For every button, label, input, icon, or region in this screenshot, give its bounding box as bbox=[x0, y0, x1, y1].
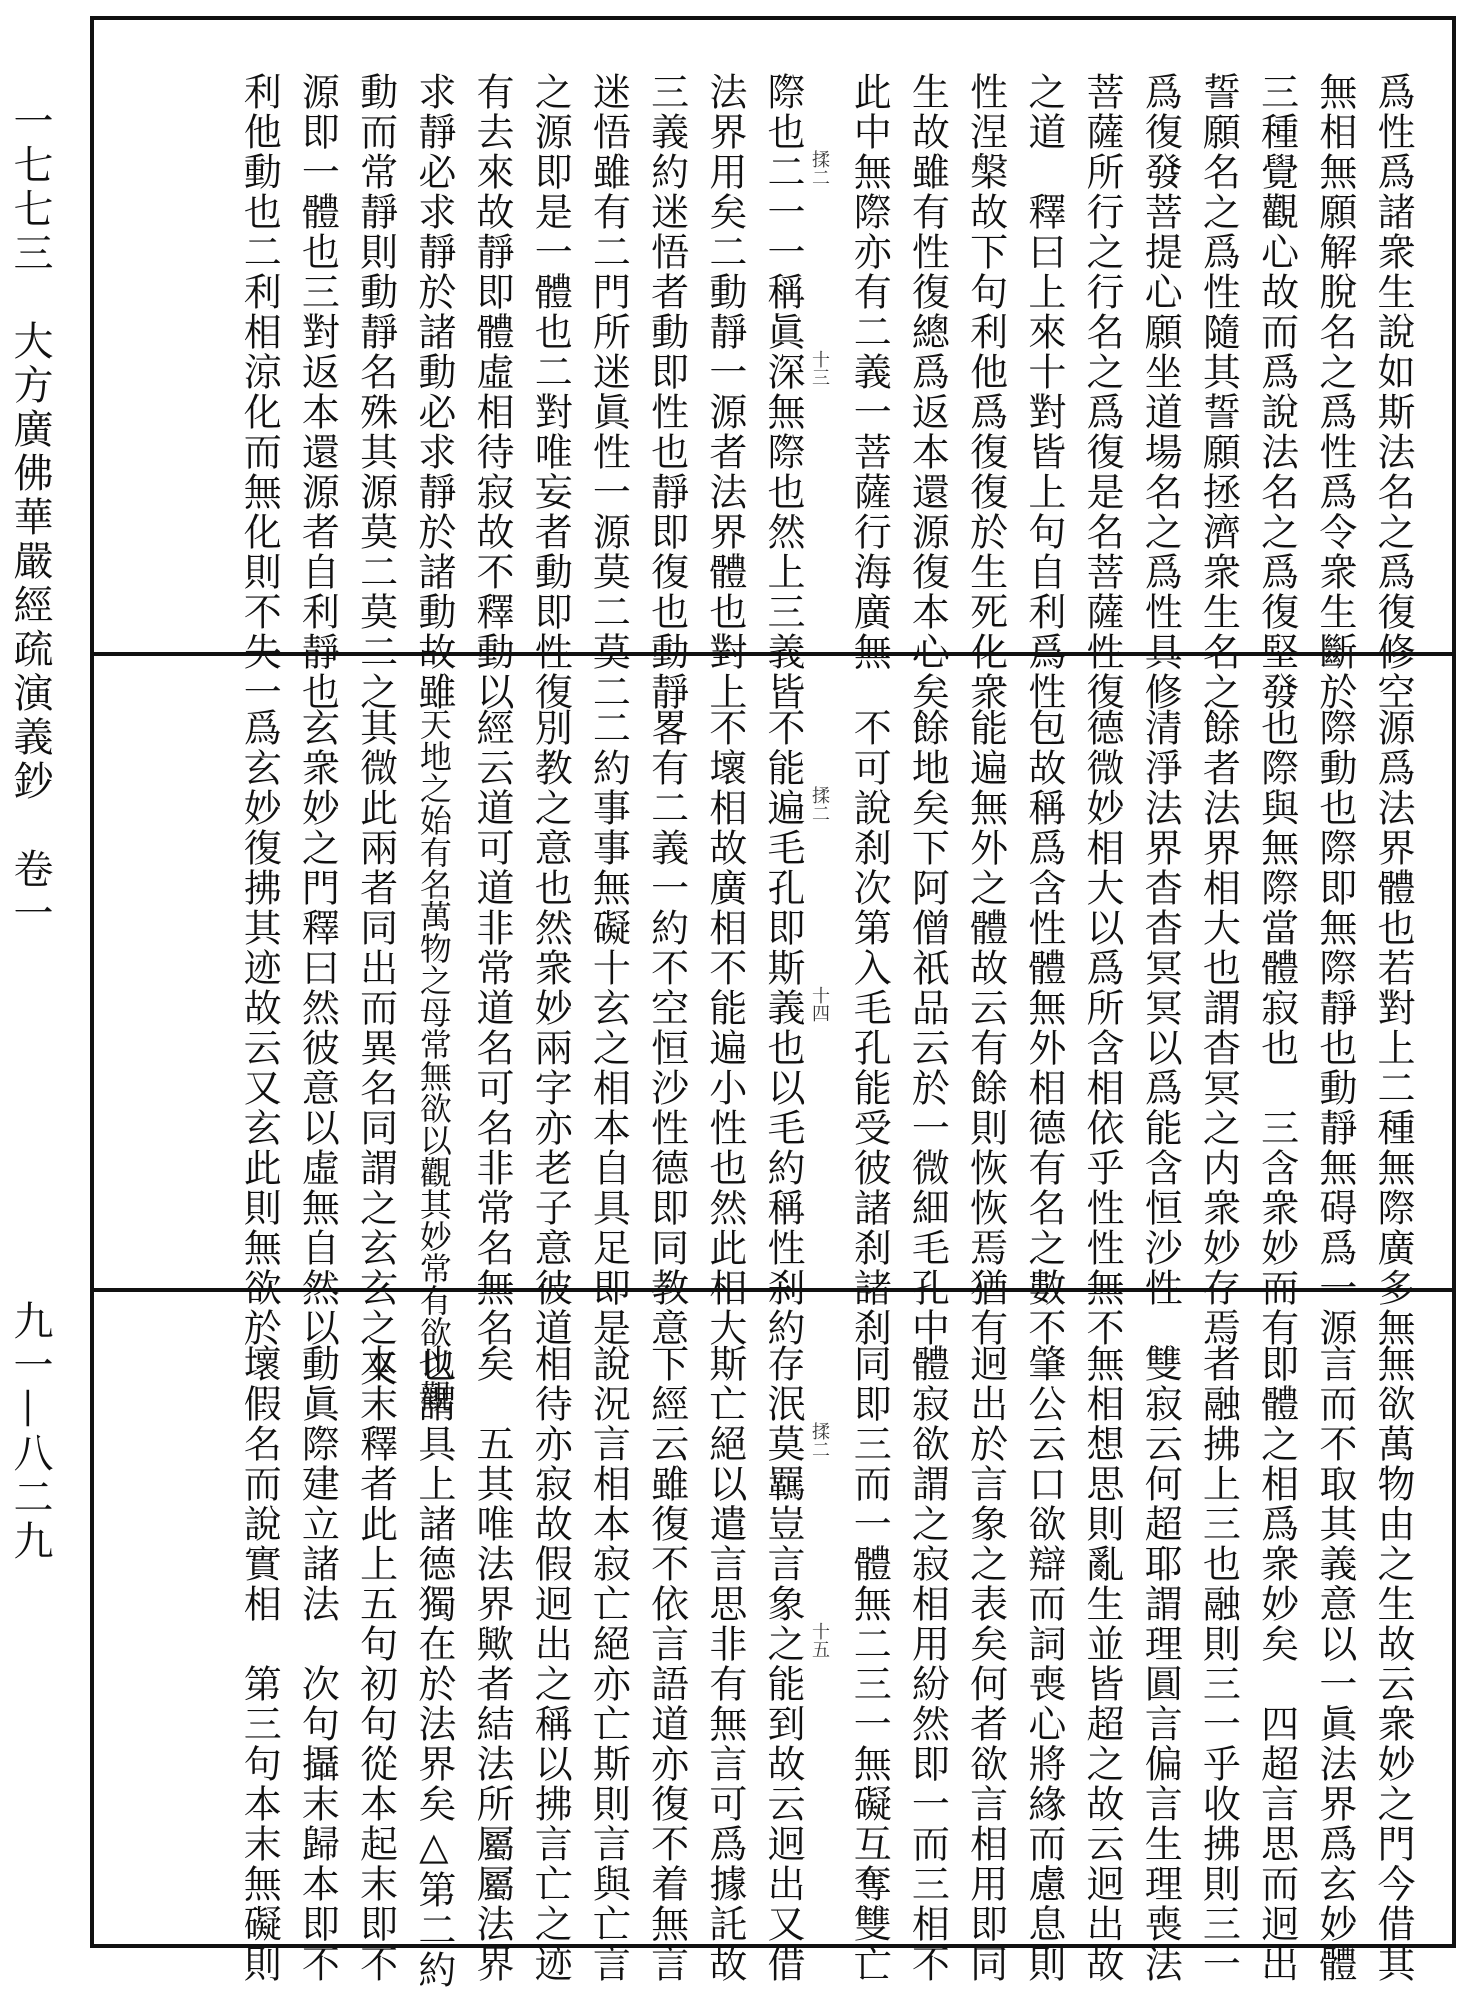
text-column: 同即三而一體無二三一無礙互奪雙亡 bbox=[847, 1344, 892, 1984]
text-column: 爲玄妙復拂其迹故云又玄此則無欲於 bbox=[237, 708, 282, 1348]
text-column: 此中無際亦有二義一菩薩行海廣無 bbox=[847, 72, 892, 672]
text-column: 爲復發菩提心願坐道場名之爲性具修 bbox=[1138, 72, 1183, 712]
text-column: 即體之相爲衆妙矣 四超言思而迥出 bbox=[1254, 1344, 1299, 1984]
text-column: 之道 釋曰上來十對皆上句自利爲性 bbox=[1021, 72, 1066, 712]
text-column: 求靜必求靜於諸動必求靜於諸動故雖 bbox=[411, 72, 456, 712]
text-panel-2 bbox=[94, 656, 1452, 1412]
text-column: 體寂欲謂之寂相用紛然即一而三相不 bbox=[905, 1344, 950, 1984]
text-column: 誓願名之爲性隨其誓願拯濟衆生名之 bbox=[1196, 72, 1241, 712]
text-column: 言而不取其義意以一眞法界爲玄妙體 bbox=[1312, 1344, 1357, 1984]
text-column: 源爲法界體也若對上二種無際廣多無 bbox=[1371, 708, 1415, 1348]
text-column: 別教之意也然衆妙兩字亦老子意彼道 bbox=[528, 708, 573, 1348]
text-column: 三種覺觀心故而爲說法名之爲復堅發 bbox=[1254, 72, 1299, 712]
folio-mark: 揉二 bbox=[809, 786, 830, 822]
text-column: 無相想思則亂生並皆超之故云迥出故 bbox=[1080, 1344, 1124, 1984]
text-column: 際也二一一稱眞深無際也然上三義皆 bbox=[761, 72, 805, 712]
text-column: 存泯莫羈豈言象之能到故云迥出又借 bbox=[761, 1344, 805, 1984]
folio-mark: 十三 bbox=[809, 350, 830, 386]
text-column: 無相無願解脫名之爲性爲令衆生斷於 bbox=[1312, 72, 1357, 712]
text-column: 際動也際即無際靜也動靜無碍爲一源 bbox=[1312, 708, 1357, 1348]
text-column: 菩薩所行之行名之爲復是名菩薩性復 bbox=[1080, 72, 1124, 712]
text-column: 迥出於言象之表矣何者欲言相用即同 bbox=[963, 1344, 1008, 1984]
text-column: 其微此兩者同出而異名同謂之玄玄之又 bbox=[353, 708, 398, 1388]
text-column: 不壞相故廣相不能遍小性也然此相大 bbox=[702, 708, 747, 1348]
text-column: 天地之始有名萬物之母常無欲以觀其妙常有欲以觀 bbox=[414, 708, 453, 1412]
text-column: 經云道可道非常道名可名非常名無名 bbox=[470, 708, 514, 1348]
text-column: 斯亡絕以遣言思非有無言可爲據託故 bbox=[702, 1344, 747, 1984]
folio-mark: 揉二 bbox=[809, 150, 830, 186]
text-column: 玄衆妙之門釋曰然彼意以虛無自然以 bbox=[295, 708, 340, 1348]
text-column: 生故雖有性復總爲返本還源復本心矣 bbox=[905, 72, 950, 712]
text-column: 不可說刹次第入毛孔能受彼諸刹諸刹 bbox=[847, 708, 892, 1348]
text-column: 下經云雖復不依言語道亦復不着無言 bbox=[644, 1344, 689, 1984]
text-column: 無欲萬物由之生故云衆妙之門今借其 bbox=[1371, 1344, 1415, 1984]
text-column: 說況言相本寂亡絕亦亡斯則言與亡言 bbox=[586, 1344, 631, 1984]
text-column: 也謂具上諸德獨在於法界矣△第二約 bbox=[411, 1344, 456, 1990]
text-panel-1 bbox=[94, 20, 1452, 712]
text-panel-3 bbox=[94, 1292, 1452, 1990]
text-column: 利他動也二利相涼化而無化則不失一 bbox=[237, 72, 282, 712]
text-column: 餘地矣下阿僧祇品云於一微細毛孔中 bbox=[905, 708, 950, 1348]
text-column: 二約事事無礙十玄之相本自具足即是 bbox=[586, 708, 631, 1348]
text-column: 也際與無際當體寂也 三含衆妙而有 bbox=[1254, 708, 1299, 1348]
text-column: 雙寂云何超耶謂理圓言偏言生理喪法 bbox=[1138, 1344, 1183, 1984]
page-frame bbox=[90, 16, 1456, 1990]
folio-mark: 揉二 bbox=[809, 1422, 830, 1458]
text-column: 性涅槃故下句利他爲復復於生死化衆 bbox=[963, 72, 1008, 712]
text-column: 本末釋者此上五句初句從本起末即不 bbox=[353, 1344, 398, 1984]
text-column: 源即一體也三對返本還源者自利靜也 bbox=[295, 72, 340, 712]
text-column: 動而常靜則動靜名殊其源莫二莫二之 bbox=[353, 72, 398, 712]
text-column: 三義約迷悟者動即性也靜即復也動靜 bbox=[644, 72, 689, 712]
folio-mark: 十四 bbox=[809, 986, 830, 1022]
text-column: 包故稱爲含性體無外相德有名之數不 bbox=[1021, 708, 1066, 1348]
text-column: 有去來故靜即體虛相待寂故不釋動以 bbox=[470, 72, 514, 712]
text-column: 迷悟雖有二門所迷眞性一源莫二莫二 bbox=[586, 72, 631, 712]
text-column: 畧有二義一約不空恒沙性德即同教意 bbox=[644, 708, 689, 1348]
text-column: 德微妙相大以爲所含相依乎性性無不 bbox=[1080, 708, 1124, 1348]
text-column: 肇公云口欲辯而詞喪心將緣而慮息則 bbox=[1021, 1344, 1066, 1984]
text-column: 者融拂上三也融則三一乎收拂則三一 bbox=[1196, 1344, 1241, 1984]
text-column: 法界用矣二動靜一源者法界體也對上 bbox=[702, 72, 747, 712]
text-column: 清淨法界杳杳冥冥以爲能含恒沙性 bbox=[1138, 708, 1183, 1308]
text-column: 壞假名而說實相 第三句本末無礙則 bbox=[237, 1344, 282, 1984]
text-column: 矣 五其唯法界歟者結法所屬屬法界 bbox=[470, 1344, 514, 1984]
page-number-margin: 九一—八二九 bbox=[7, 1300, 53, 1564]
volume-margin-title: 一七七三 大方廣佛華嚴經疏演義鈔 卷一 bbox=[7, 100, 53, 936]
text-column: 能遍無外之體故云有餘則恢恢焉猶有 bbox=[963, 708, 1008, 1348]
folio-mark: 十五 bbox=[809, 1622, 830, 1658]
text-column: 餘者法界相大也謂杳冥之内衆妙存焉 bbox=[1196, 708, 1241, 1348]
text-column: 之源即是一體也二對唯妄者動即性復 bbox=[528, 72, 573, 712]
text-column: 不能遍毛孔即斯義也以毛約稱性刹約 bbox=[761, 708, 805, 1348]
text-column: 相待亦寂故假迥出之稱以拂言亡之迹 bbox=[528, 1344, 573, 1984]
text-column: 動眞際建立諸法 次句攝末歸本即不 bbox=[295, 1344, 340, 1984]
text-column: 爲性爲諸衆生說如斯法名之爲復修空 bbox=[1371, 72, 1415, 712]
